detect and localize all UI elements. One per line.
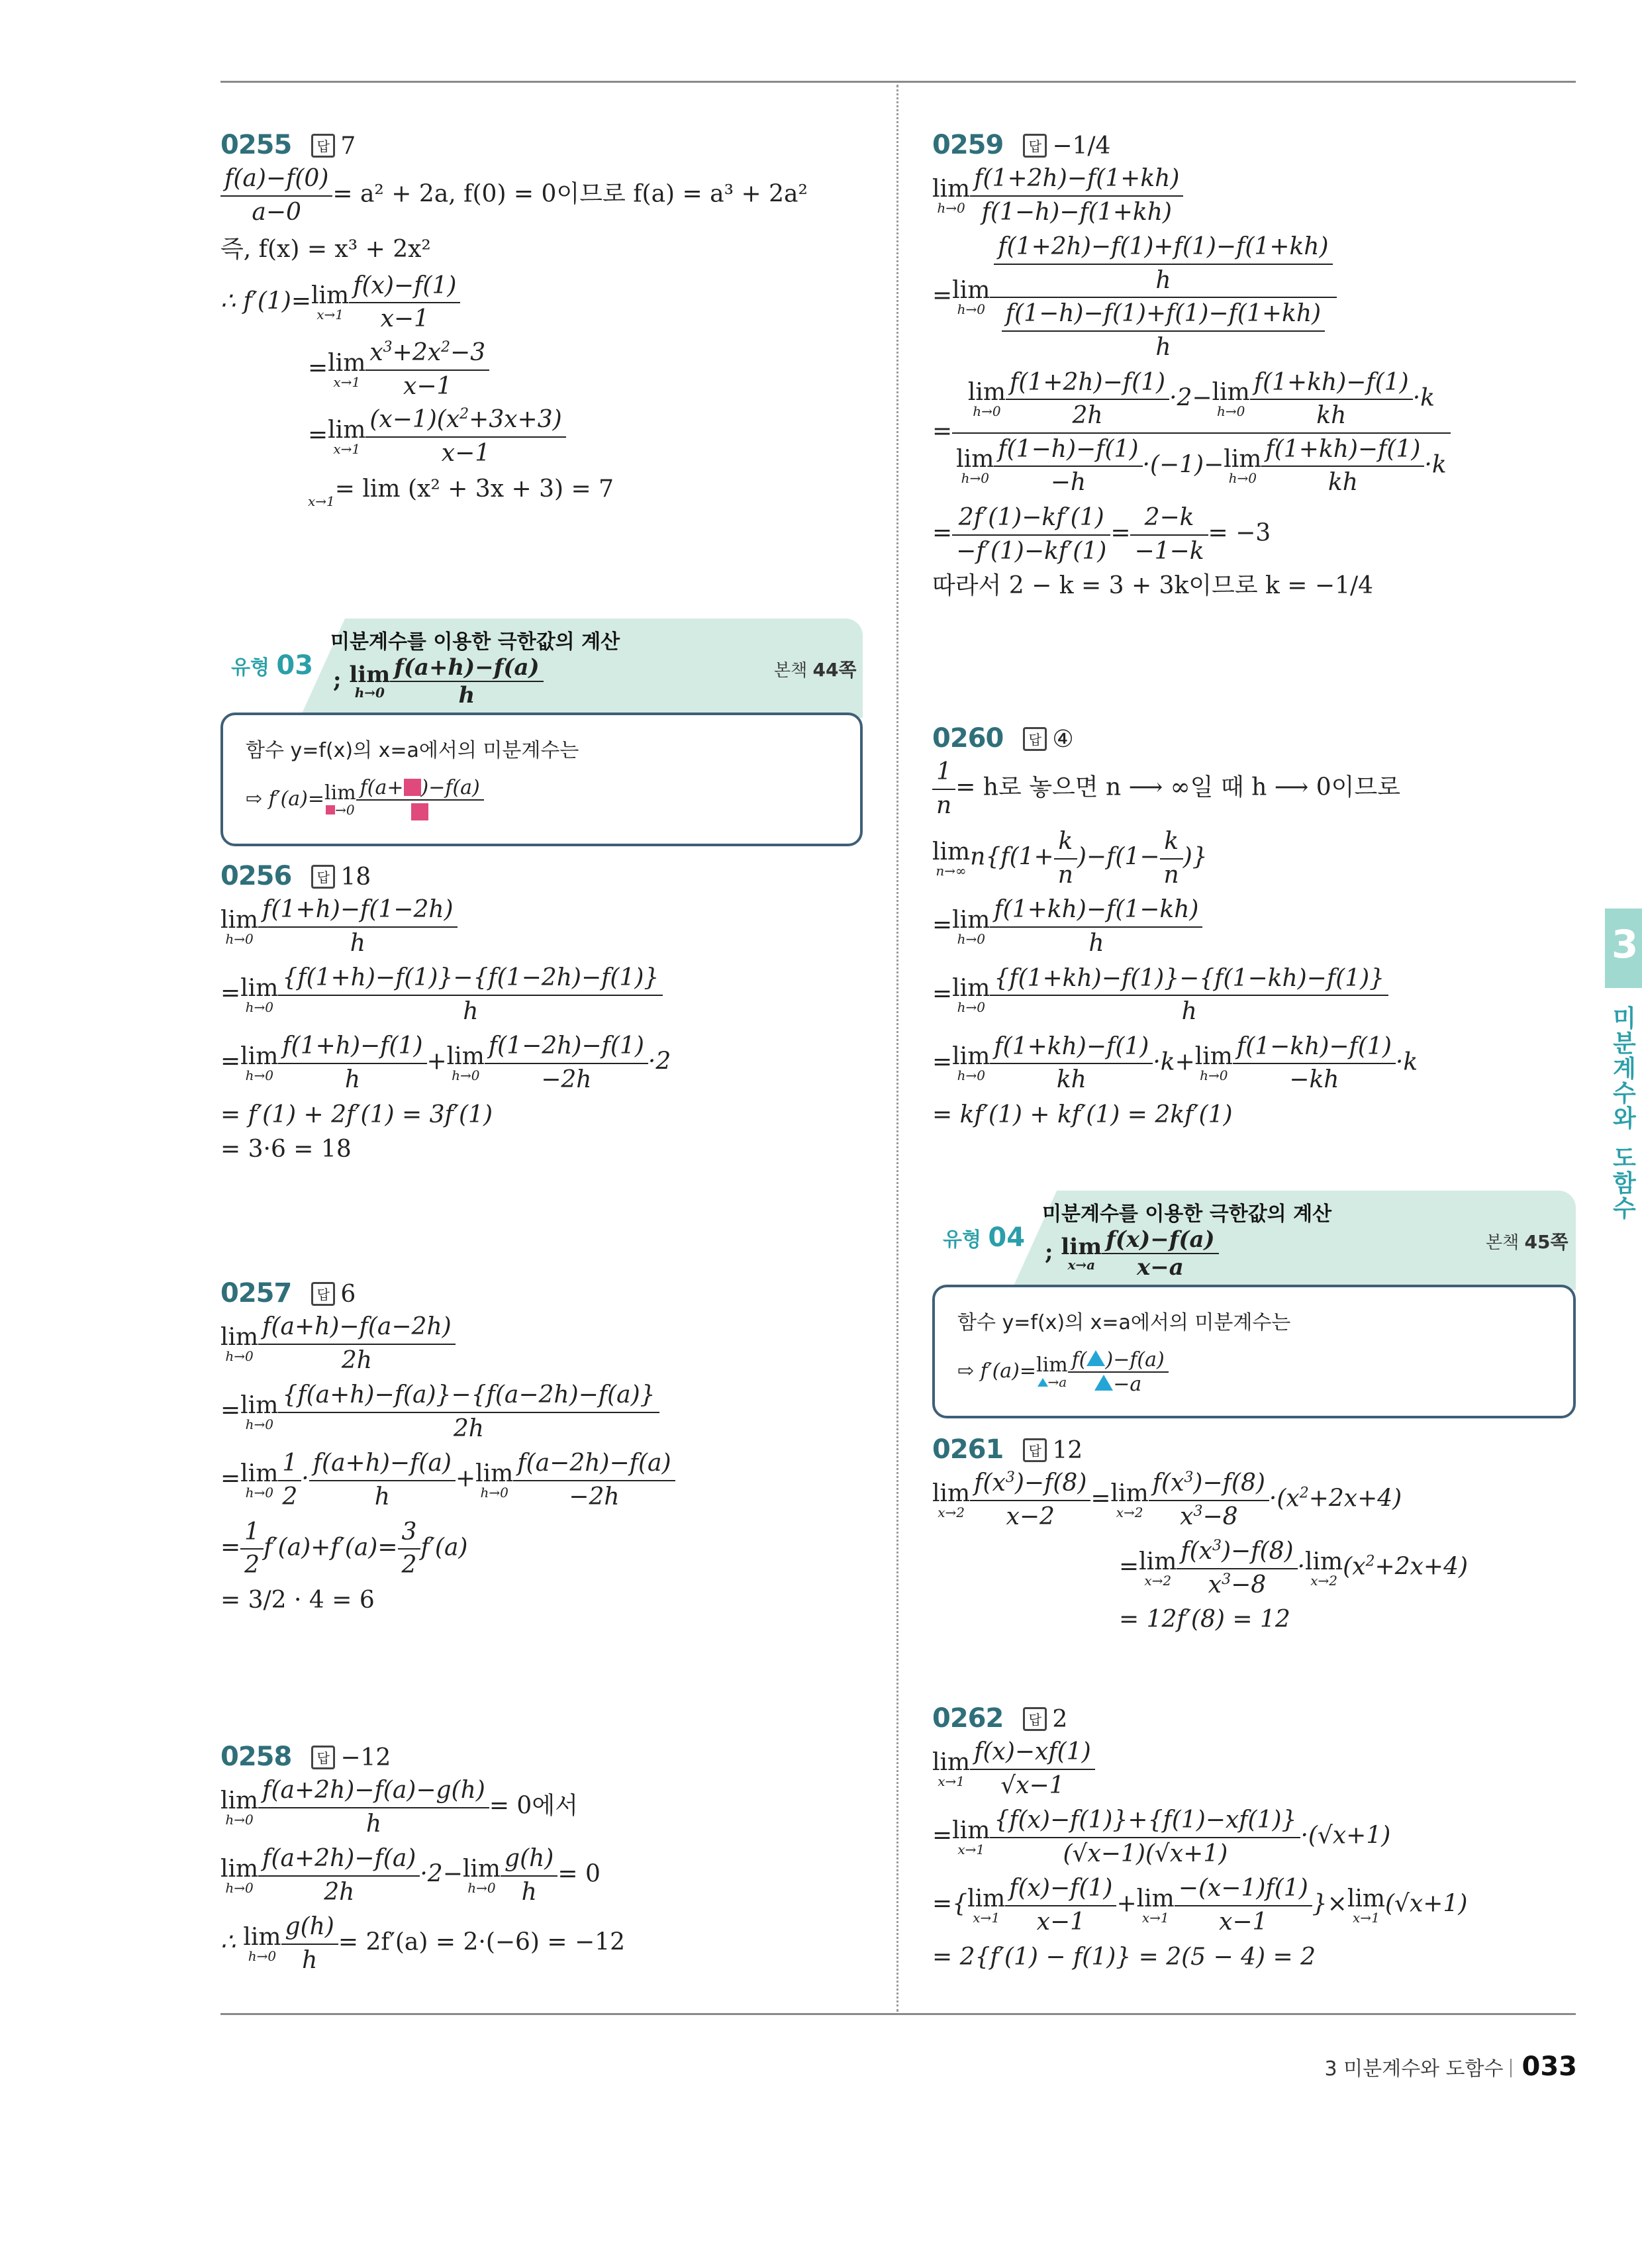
chapter-tab: 3 [1605, 909, 1642, 988]
bottom-rule [220, 2013, 1576, 2015]
type04-title: 미분계수를 이용한 극한값의 계산 [1042, 1203, 1332, 1226]
solution-text: = 0 [557, 1860, 601, 1888]
solution-text: = lim (x² + 3x + 3) = 7 [334, 475, 614, 503]
problem-0258 [220, 1742, 625, 1977]
problem-0256 [220, 861, 671, 1166]
triangle-icon [1038, 1378, 1048, 1387]
problem-number: 0256 [220, 861, 292, 891]
solution-line: =lim h→0 $\frac{\{f(a+h)-f(a)\}-\{f(a-2h)-f(a)\}}{2h}$ [220, 1379, 675, 1445]
problem-number: 0255 [220, 130, 292, 160]
square-icon [411, 803, 428, 820]
solution-line: lim h→0 $\frac{f(a+2h)-f(a)-g(h)}{h}$ = 0에서 [220, 1775, 625, 1840]
problem-0257 [220, 1278, 675, 1616]
problem-0255 [220, 130, 808, 508]
solution-text: = 2{f′(1) − f(1)} = 2(5 − 4) = 2 [932, 1943, 1316, 1971]
solution-line: = $\frac{2f'(1)-kf'(1)}{-f'(1)-kf'(1)}$ = $\frac{2-k}{-1-k}$ = −3 [932, 502, 1451, 567]
solution-text: = 3·6 = 18 [220, 1136, 352, 1163]
solution-line: $\frac{1}{n}$ = h로 놓으면 n ⟶ ∞일 때 h ⟶ 0이므로 [932, 756, 1418, 822]
solution-text: 즉, f(x) = x³ + 2x² [220, 236, 431, 264]
problem-number: 0257 [220, 1278, 292, 1308]
type03-tag: 유형 03 [231, 650, 314, 681]
solution-text: 따라서 2 − k = 3 + 3k이므로 k = −1/4 [932, 572, 1374, 600]
answer-value: ④ [1052, 726, 1074, 753]
solution-text: = a² + 2a, f(0) = 0이므로 f(a) = a³ + 2a² [332, 180, 808, 208]
solution-line: = lim h→0 $\frac{f(1+2h)-f(1)}{2h}$ ·2−lim h→0 $\frac{f(1+kh)-f(1)}{kh}$ ·k lim h→0 $\frac{f(1-h)-f(1)}{-h}$ ·(−1)−lim h→0 $\frac{f(1+kh)-f(1)}{kh}$ ·k [932, 367, 1451, 499]
footer-chapter: 3 미분계수와 도함수 [1324, 2057, 1504, 2081]
problem-0259 [932, 130, 1451, 603]
solution-line: ={lim x→1 $\frac{f(x)-f(1)}{x-1}$ +lim x→1 $\frac{-(x-1)f(1)}{x-1}$ }×lim x→1 (√x+1) [932, 1873, 1467, 1938]
answer-icon: 답 [311, 134, 335, 158]
solution-line: lim h→0 $\frac{f(1+h)-f(1-2h)}{h}$ [220, 894, 671, 960]
solution-text: = −3 [1208, 519, 1271, 547]
problem-number: 0262 [932, 1703, 1004, 1734]
answer-value: 12 [1052, 1437, 1083, 1464]
type04-tag: 유형 04 [943, 1222, 1026, 1253]
answer-value: 6 [340, 1281, 356, 1308]
page-number: 033 [1521, 2051, 1577, 2082]
type03-ref: 본책 44쪽 [774, 659, 857, 681]
answer-icon: 답 [1023, 727, 1047, 751]
solution-line: ∴ f′(1)=lim x→1 $\frac{f(x)-f(1)}{x-1}$ [220, 270, 808, 336]
solution-line: =lim x→1 $\frac{\{f(x)-f(1)\}+\{f(1)-xf(1)\}}{(√x-1)(√x+1)}$ ·(√x+1) [932, 1804, 1467, 1870]
problem-number: 0260 [932, 723, 1004, 754]
answer-value: −1/4 [1052, 132, 1111, 160]
problem-0262 [932, 1703, 1467, 1973]
solution-line: ∴ lim h→0 $\frac{g(h)}{h}$ = 2f′(a) = 2·(−6) = −12 [220, 1911, 625, 1977]
type03-body [220, 713, 863, 846]
answer-icon: 답 [1023, 1707, 1047, 1731]
answer-icon: 답 [1023, 134, 1047, 158]
answer-icon: 답 [1023, 1438, 1047, 1462]
solution-line: $\frac{f(a)-f(0)}{a-0}$ = a² + 2a, f(0) = 0이므로 f(a) = a³ + 2a² [220, 163, 808, 228]
solution-line: =lim h→0 $\frac{f(1+h)-f(1)}{h}$ +lim h→0 $\frac{f(1-2h)-f(1)}{-2h}$ ·2 [220, 1030, 671, 1096]
type04-formula: ; lim x→a $\frac{f(x)-f(a)}{x-a}$ [1045, 1226, 1219, 1281]
answer-icon: 답 [311, 865, 335, 889]
solution-line: lim h→0 $\frac{f(a+h)-f(a-2h)}{2h}$ [220, 1311, 675, 1377]
solution-text: = h로 놓으면 n ⟶ ∞일 때 h ⟶ 0이므로 [955, 773, 1400, 801]
solution-line: =lim h→0 $\frac{\{f(1+h)-f(1)\}-\{f(1-2h)-f(1)\}}{h}$ [220, 962, 671, 1028]
answer-value: 7 [340, 132, 356, 160]
solution-text: = 0에서 [489, 1792, 578, 1820]
solution-line: x→1 = lim (x² + 3x + 3) = 7 [308, 475, 614, 510]
solution-line: lim h→0 $\frac{f(1+2h)-f(1+kh)}{f(1-h)-f(1+kh)}$ [932, 163, 1451, 228]
solution-line: =lim x→2 $\frac{f(x^3)-f(8)}{x^3-8}$ ·lim x→2 $(x^2+2x+4)$ [1119, 1536, 1468, 1601]
type03-title: 미분계수를 이용한 극한값의 계산 [330, 630, 620, 654]
solution-line: lim x→1 $\frac{f(x)-xf(1)}{√x-1}$ [932, 1736, 1467, 1802]
type04-ref: 본책 45쪽 [1486, 1231, 1569, 1253]
solution-line: lim x→2 $\frac{f(x^3)-f(8)}{x-2}$ =lim x→2 $\frac{f(x^3)-f(8)}{x^3-8}$ $\cdot(x^2+2x+4)$ [932, 1467, 1468, 1533]
answer-icon: 답 [311, 1746, 335, 1769]
type03-formula: ; lim h→0 $\frac{f(a+h)-f(a)}{h}$ [333, 654, 544, 709]
problem-0260 [932, 723, 1418, 1132]
column-divider [896, 85, 898, 2012]
square-icon [404, 779, 421, 796]
problem-0261 [932, 1434, 1468, 1636]
solution-text: = 12f′(8) = 12 [1119, 1606, 1290, 1634]
solution-line: =lim h→0 $\frac{f(1+kh)-f(1)}{kh}$ ·k+lim h→0 $\frac{f(1-kh)-f(1)}{-kh}$ ·k [932, 1031, 1418, 1097]
solution-line: =lim h→0 $\frac{\frac{f(1+2h)-f(1)+f(1)-f(1+kh)}{h}}{\frac{f(1-h)-f(1)+f(1)-f(1+kh)}{h}}$ [932, 231, 1451, 364]
answer-value: 2 [1052, 1706, 1068, 1733]
type04-body-text: 함수 y=f(x)의 x=a에서의 미분계수는 [957, 1311, 1291, 1334]
solution-text: = 3/2 · 4 = 6 [220, 1586, 375, 1614]
solution-line: =lim h→0 $\frac{\{f(1+kh)-f(1)\}-\{f(1-kh)-f(1)\}}{h}$ [932, 963, 1418, 1028]
problem-number: 0259 [932, 130, 1004, 160]
solution-line: lim h→0 $\frac{f(a+2h)-f(a)}{2h}$ ·2−lim h→0 $\frac{g(h)}{h}$ = 0 [220, 1843, 625, 1908]
type04-formula-line: ⇨ f′(a)=lim →a $\frac{f( )-f(a)}{-a}$ [957, 1348, 1169, 1396]
solution-text: = 2f′(a) = 2·(−6) = −12 [338, 1928, 626, 1956]
top-rule [220, 81, 1576, 83]
answer-value: −12 [340, 1744, 391, 1771]
chapter-title-vertical: 미 분 계 수 와 도 함 수 [1613, 1005, 1636, 1222]
solution-line: =lim x→1 $\frac{(x-1)(x^2+3x+3)}{x-1}$ [308, 404, 808, 469]
answer-icon: 답 [311, 1282, 335, 1306]
answer-value: 18 [340, 863, 371, 891]
type03-body-text: 함수 y=f(x)의 x=a에서의 미분계수는 [246, 739, 579, 762]
solution-text: = f′(1) + 2f′(1) = 3f′(1) [220, 1101, 493, 1128]
square-icon [326, 805, 335, 814]
problem-number: 0258 [220, 1742, 292, 1772]
solution-text: = kf′(1) + kf′(1) = 2kf′(1) [932, 1101, 1233, 1128]
page-footer [1325, 2051, 1578, 2082]
solution-line: =lim h→0 $\frac{1}{2}$ · $\frac{f(a+h)-f(a)}{h}$ +lim h→0 $\frac{f(a-2h)-f(a)}{-2h}$ [220, 1448, 675, 1513]
triangle-icon [1094, 1375, 1113, 1391]
type04-body [932, 1285, 1576, 1418]
solution-line: =lim x→1 $\frac{x^3+2x^2-3}{x-1}$ [308, 337, 808, 403]
triangle-icon [1087, 1350, 1105, 1366]
problem-number: 0261 [932, 1434, 1004, 1465]
type03-formula-line: ⇨ f′(a)=lim →0 f(a+ )−f(a) [246, 776, 484, 824]
solution-line: =lim h→0 $\frac{f(1+kh)-f(1-kh)}{h}$ [932, 894, 1418, 960]
solution-line: = $\frac{1}{2}$ f′(a)+f′(a)= $\frac{3}{2}$ f′(a) [220, 1516, 675, 1582]
solution-line: lim n→∞ n{f(1+ $\frac{k}{n}$ )−f(1− $\frac{k}{n}$ )} [932, 826, 1418, 891]
